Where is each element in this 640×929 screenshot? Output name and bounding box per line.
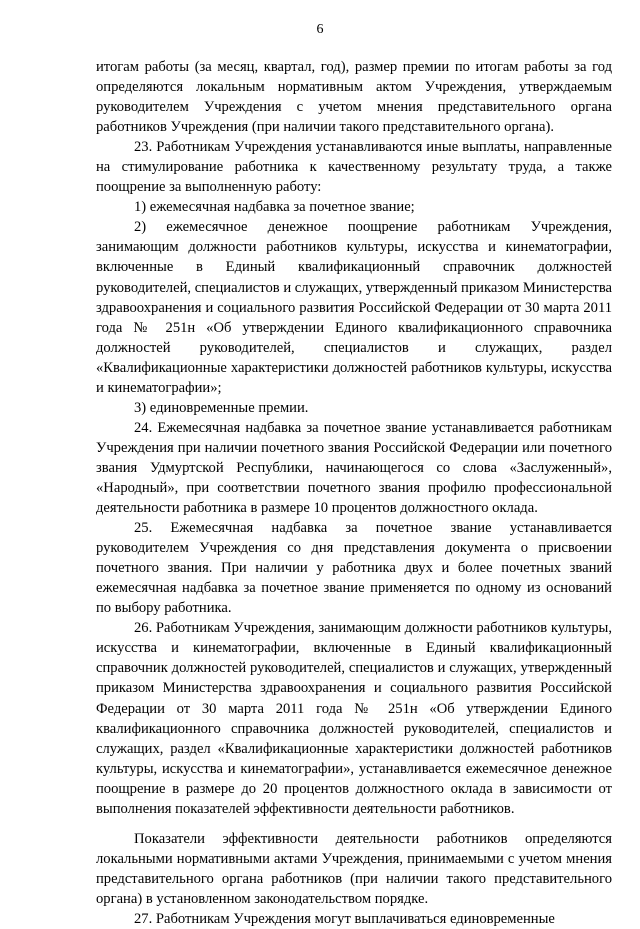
paragraph-25: 25. Ежемесячная надбавка за почетное звание устанавливается руководителем Учреждения со дня представления документа о присвоении почетного звания. При наличии у работника двух и более почетных званий ежемесячная надбавка за почетное звание применяется по одному из оснований по выбору работника. xyxy=(96,520,612,617)
list-item-2: 2) ежемесячное денежное поощрение работникам Учреждения, занимающим должности работников культуры, искусства и кинематографии, включенные в Единый квалификационный справочник должностей руководителей, специалистов и служащих, утвержденный приказом Министерства здравоохранения и социального развития Российской Федерации от 30 марта 2011 года № 251н «Об утверждении Единого квалификационного справочника должностей руководителей, специалистов и служащих, раздел «Квалификационные характеристики должностей работников культуры, искусства и кинематографии»; xyxy=(96,219,612,396)
paragraph-continuation: итогам работы (за месяц, квартал, год), размер премии по итогам работы за год определяются локальным нормативным актом Учреждения, утверждаемым руководителем Учреждения с учетом мнения представительного органа работников Учреждения (при наличии такого представительного органа). xyxy=(96,59,612,136)
list-item-3: 3) единовременные премии. xyxy=(134,399,309,416)
document-body xyxy=(96,57,612,929)
page-number: 6 xyxy=(316,22,324,37)
paragraph-23: 23. Работникам Учреждения устанавливаются иные выплаты, направленные на стимулирование работника к качественному результату труда, а также поощрение за выполненную работу: xyxy=(96,139,612,196)
paragraph-indicators: Показатели эффективности деятельности работников определяются локальными нормативными актами Учреждения, принимаемыми с учетом мнения представительного органа работников (при наличии такого представительного органа) в установленном законодательством порядке. xyxy=(96,830,612,907)
list-item-1: 1) ежемесячная надбавка за почетное звание; xyxy=(134,199,415,216)
paragraph-27: 27. Работникам Учреждения могут выплачиваться единовременные xyxy=(134,910,555,927)
paragraph-26: 26. Работникам Учреждения, занимающим должности работников культуры, искусства и кинематографии, включенные в Единый квалификационный справочник должностей руководителей, специалистов и служащих, утвержденный приказом Министерства здравоохранения и социального развития Российской Федерации от 30 марта 2011 года № 251н «Об утверждении Единого квалификационного справочника должностей руководителей, специалистов и служащих, раздел «Квалификационные характеристики должностей работников культуры, искусства и кинематографии», устанавливается ежемесячное денежное поощрение в размере до 20 процентов должностного оклада в зависимости от выполнения показателей эффективности деятельности работников. xyxy=(96,620,612,817)
paragraph-24: 24. Ежемесячная надбавка за почетное звание устанавливается работникам Учреждения при наличии почетного звания Российской Федерации или почетного звания Удмуртской Республики, начинающегося со слова «Заслуженный», «Народный», при соответствии почетного звания профилю профессиональной деятельности работника в размере 10 процентов должностного оклада. xyxy=(96,419,612,517)
